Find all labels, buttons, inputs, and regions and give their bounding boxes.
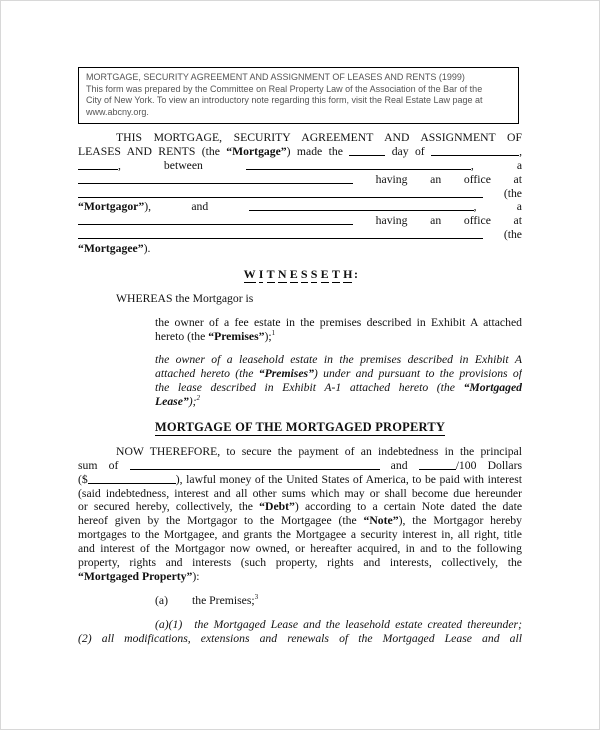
text-line (78, 292, 522, 306)
text-run: WHEREAS the Mortgagor is (116, 291, 254, 305)
footnote-ref: 1 (271, 329, 276, 337)
text-run: “Note” (363, 514, 399, 528)
document-body (78, 131, 522, 645)
blank-field[interactable] (419, 459, 456, 470)
text-run: , (519, 144, 522, 158)
text-run: ) made the (286, 144, 350, 158)
text-line (155, 381, 522, 395)
text-line (78, 528, 522, 542)
text-line (78, 145, 522, 159)
text-run: “Premises” (258, 367, 314, 381)
text-run: , a (470, 158, 522, 172)
text-line (78, 594, 522, 608)
text-run: , between (118, 158, 246, 172)
text-run: hereto (the (155, 329, 209, 343)
blank-field[interactable] (78, 187, 483, 198)
witnesseth-heading (78, 268, 522, 282)
text-run: ); (188, 395, 197, 409)
text-line (155, 395, 522, 409)
footnote-ref: 3 (254, 593, 259, 601)
text-run: “Premises” (208, 329, 265, 343)
heading-letter: T (331, 267, 340, 282)
heading-letter: W (243, 267, 256, 282)
heading-letter: T (266, 267, 275, 282)
text-line (78, 570, 522, 584)
text-run: and (379, 458, 419, 472)
text-line (78, 618, 522, 632)
whereas-paragraph (78, 292, 522, 306)
text-run: (the (483, 228, 522, 242)
leasehold-estate-clause (155, 353, 522, 409)
blank-field[interactable] (130, 459, 380, 470)
text-run: “Mortgagee” (78, 242, 144, 256)
text-run: (the (483, 186, 522, 200)
text-run: the owner of a fee estate in the premises described in Exhibit A attached (155, 315, 522, 329)
heading-letter: S (310, 267, 318, 282)
text-run: or secured hereby, collectively, the (78, 500, 260, 514)
text-run: property, rights and interests (such property, rights and interests, collectively, the (78, 555, 522, 569)
text-line (78, 459, 522, 473)
heading-letter: N (277, 267, 287, 282)
opening-paragraph (78, 131, 522, 256)
notice-line-1: This form was prepared by the Committee on Real Property Law of the Association of the Bar of the (86, 83, 483, 94)
text-run: ), lawful money of the United States of America, to be paid with interest (175, 472, 522, 486)
text-line (78, 514, 522, 528)
text-line (78, 500, 522, 514)
text-run: LEASES AND RENTS (the (78, 144, 227, 158)
text-run: “Mortgaged Property” (78, 569, 193, 583)
text-line (78, 187, 522, 201)
text-run: having an office at (353, 214, 522, 228)
text-run: the Premises; (191, 593, 255, 607)
mortgaged-lease-item (78, 618, 522, 646)
text-line (78, 542, 522, 556)
text-run: hereof given by the Mortgagor to the Mortgagee (the (78, 514, 364, 528)
text-line (78, 200, 522, 214)
text-run: THIS MORTGAGE, SECURITY AGREEMENT AND ASSIGNMENT OF (116, 131, 522, 144)
mortgage-property-heading (78, 421, 522, 435)
text-run: ); (264, 329, 272, 343)
footnote-ref: 2 (196, 395, 201, 403)
text-line (78, 445, 522, 459)
text-run: ) according to a certain Note dated the date (294, 500, 522, 514)
text-run: ) under and pursuant to the provisions of (313, 367, 522, 381)
text-run: “Mortgagor” (78, 200, 145, 214)
text-line (155, 367, 522, 381)
text-line (78, 632, 522, 646)
heading-text: MORTGAGE OF THE MORTGAGED PROPERTY (154, 420, 446, 435)
text-line (78, 556, 522, 570)
notice-line-3: www.abcny.org. (86, 106, 149, 117)
text-line (155, 353, 522, 367)
text-run: “Mortgaged (463, 381, 522, 395)
blank-field[interactable] (249, 200, 474, 211)
text-line (78, 131, 522, 145)
text-run: ). (143, 242, 151, 256)
text-run: /100 Dollars (455, 458, 522, 472)
blank-field[interactable] (349, 145, 385, 156)
text-run: ), and (144, 200, 249, 214)
text-line (155, 330, 522, 344)
blank-field[interactable] (431, 145, 519, 156)
blank-field[interactable] (78, 228, 483, 239)
text-line (78, 242, 522, 256)
fee-estate-clause (155, 316, 522, 344)
text-run: the lease described in Exhibit A-1 attached hereto (the (155, 381, 464, 395)
heading-letter: S (300, 267, 308, 282)
text-line (78, 173, 522, 187)
text-run: (a) (155, 593, 168, 607)
heading-letter: E (289, 267, 298, 282)
premises-item (78, 594, 522, 608)
text-run: day of (385, 144, 432, 158)
text-run: (a)(1) (155, 617, 183, 631)
text-run: mortgages to the Mortgagee, and grants the Mortgagee a security interest in, all right, title (78, 528, 522, 542)
text-line (78, 473, 522, 487)
notice-title: MORTGAGE, SECURITY AGREEMENT AND ASSIGNMENT OF LEASES AND RENTS (1999) (86, 72, 465, 82)
text-run: “Mortgage” (226, 144, 287, 158)
text-run: ), the Mortgagor hereby (398, 514, 522, 528)
text-line (78, 487, 522, 501)
text-line (155, 316, 522, 330)
heading-colon: : (354, 267, 358, 282)
now-therefore-paragraph (78, 445, 522, 584)
text-run: NOW THEREFORE, to secure the payment of an indebtedness in the principal (116, 444, 522, 458)
text-run: having an office at (353, 172, 522, 186)
text-run: the owner of a leasehold estate in the premises described in Exhibit A (155, 353, 522, 367)
text-run: (2) all modifications, extensions and renewals of the Mortgaged Lease and all (78, 631, 522, 645)
heading-letter: I (258, 267, 264, 282)
text-run: and interest of the Mortgagor now owned, or hereafter acquired, in and to the following (78, 542, 522, 556)
text-run: attached hereto (the (155, 367, 259, 381)
text-run: (said indebtedness, interest and all other sums which may or shall become due hereunder (78, 486, 522, 500)
text-line (78, 228, 522, 242)
heading-letter: E (320, 267, 329, 282)
form-notice-box (78, 67, 519, 124)
blank-field[interactable] (246, 159, 471, 170)
text-run: ): (192, 569, 200, 583)
notice-line-2: City of New York. To view an introductory note regarding this form, visit the Real Estate Law page at (86, 95, 483, 105)
blank-field[interactable] (78, 214, 353, 225)
text-run: , a (473, 200, 522, 214)
heading-letter: H (343, 267, 353, 282)
text-line (78, 214, 522, 228)
text-line (78, 159, 522, 173)
text-run: ($ (78, 472, 88, 486)
blank-field[interactable] (78, 159, 118, 170)
blank-field[interactable] (78, 173, 353, 184)
text-run: “Debt” (259, 500, 295, 514)
text-run: sum of (78, 458, 130, 472)
text-run: the Mortgaged Lease and the leasehold estate created thereunder; (194, 617, 522, 631)
text-run: Lease” (155, 395, 189, 409)
blank-field[interactable] (88, 473, 176, 484)
